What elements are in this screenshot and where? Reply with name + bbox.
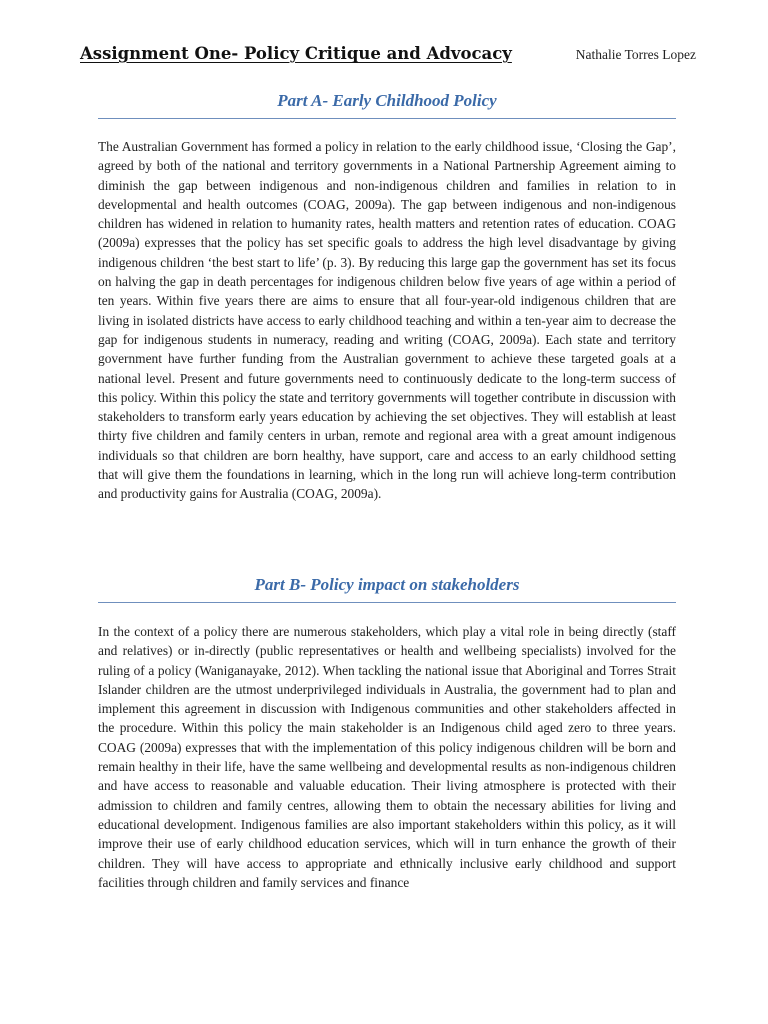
part-a-heading: Part A- Early Childhood Policy xyxy=(98,91,676,119)
part-b-heading: Part B- Policy impact on stakeholders xyxy=(98,575,676,603)
part-b-paragraph: In the context of a policy there are numerous stakeholders, which play a vital role in being directly (staff and relatives) or in-directly (public representatives or health and wellbeing specialists) involved for the ruling of a policy (Waniganayake, 2012). When tackling the national issue that Aboriginal and Torres Strait Islander children are the utmost underprivileged individuals in Australia, the government had to plan and implement this agreement in discussion with Indigenous communities and other stakeholders affected in the procedure. Within this policy the main stakeholder is an Indigenous child aged zero to three years. COAG (2009a) expresses that with the implementation of this policy indigenous children will be born and remain healthy in their life, have the same wellbeing and developmental results as non-indigenous children and have access to reasonable and valuable education. Their living atmosphere is protected with their admission to children and family centres, allowing them to obtain the necessary abilities for living and educational development. Indigenous families are also important stakeholders within this policy, as it will improve their use of early childhood education services, which will in turn enhance the growth of their children. They will have access to appropriate and ethnically inclusive early childhood and support facilities through children and family services and finance xyxy=(98,624,676,890)
part-a-paragraph: The Australian Government has formed a policy in relation to the early childhood issue, ‘Closing the Gap’, agreed by both of the national and territory governments in a National Partnership Agreement aiming to diminish the gap between indigenous and non-indigenous children and families in relation to in developmental and health outcomes (COAG, 2009a). The gap between indigenous and non-indigenous children has widened in relation to humanity rates, health matters and retention rates of education. COAG (2009a) expresses that the policy has set specific goals to address the high level disadvantage by giving indigenous children ‘the best start to life’ (p. 3). By reducing this large gap the government has set its focus on halving the gap in death percentages for indigenous children below five years of age within a period of ten years. Within five years there are aims to ensure that all four-year-old indigenous children that are living in isolated districts have access to early childhood teaching and within a ten-year aim to decrease the gap for indigenous students in numeracy, reading and writing (COAG, 2009a). Each state and territory government have further funding from the Australian government to achieve these targeted goals at a national level. Present and future governments need to continuously dedicate to the long-term success of this policy. Within this policy the state and territory governments will together contribute in discussion with stakeholders to transform early years education by achieving the set objectives. They will establish at least thirty five children and family centers in urban, remote and regional area with a great amount indigenous individuals so that children are born healthy, have support, care and access to an early childhood setting that will give them the foundations in learning, which in the long run will achieve long-term contribution and productivity gains for Australia (COAG, 2009a). xyxy=(98,139,676,502)
document-title: Assignment One- Policy Critique and Advocacy xyxy=(80,44,512,63)
author-name: Nathalie Torres Lopez xyxy=(575,47,696,62)
